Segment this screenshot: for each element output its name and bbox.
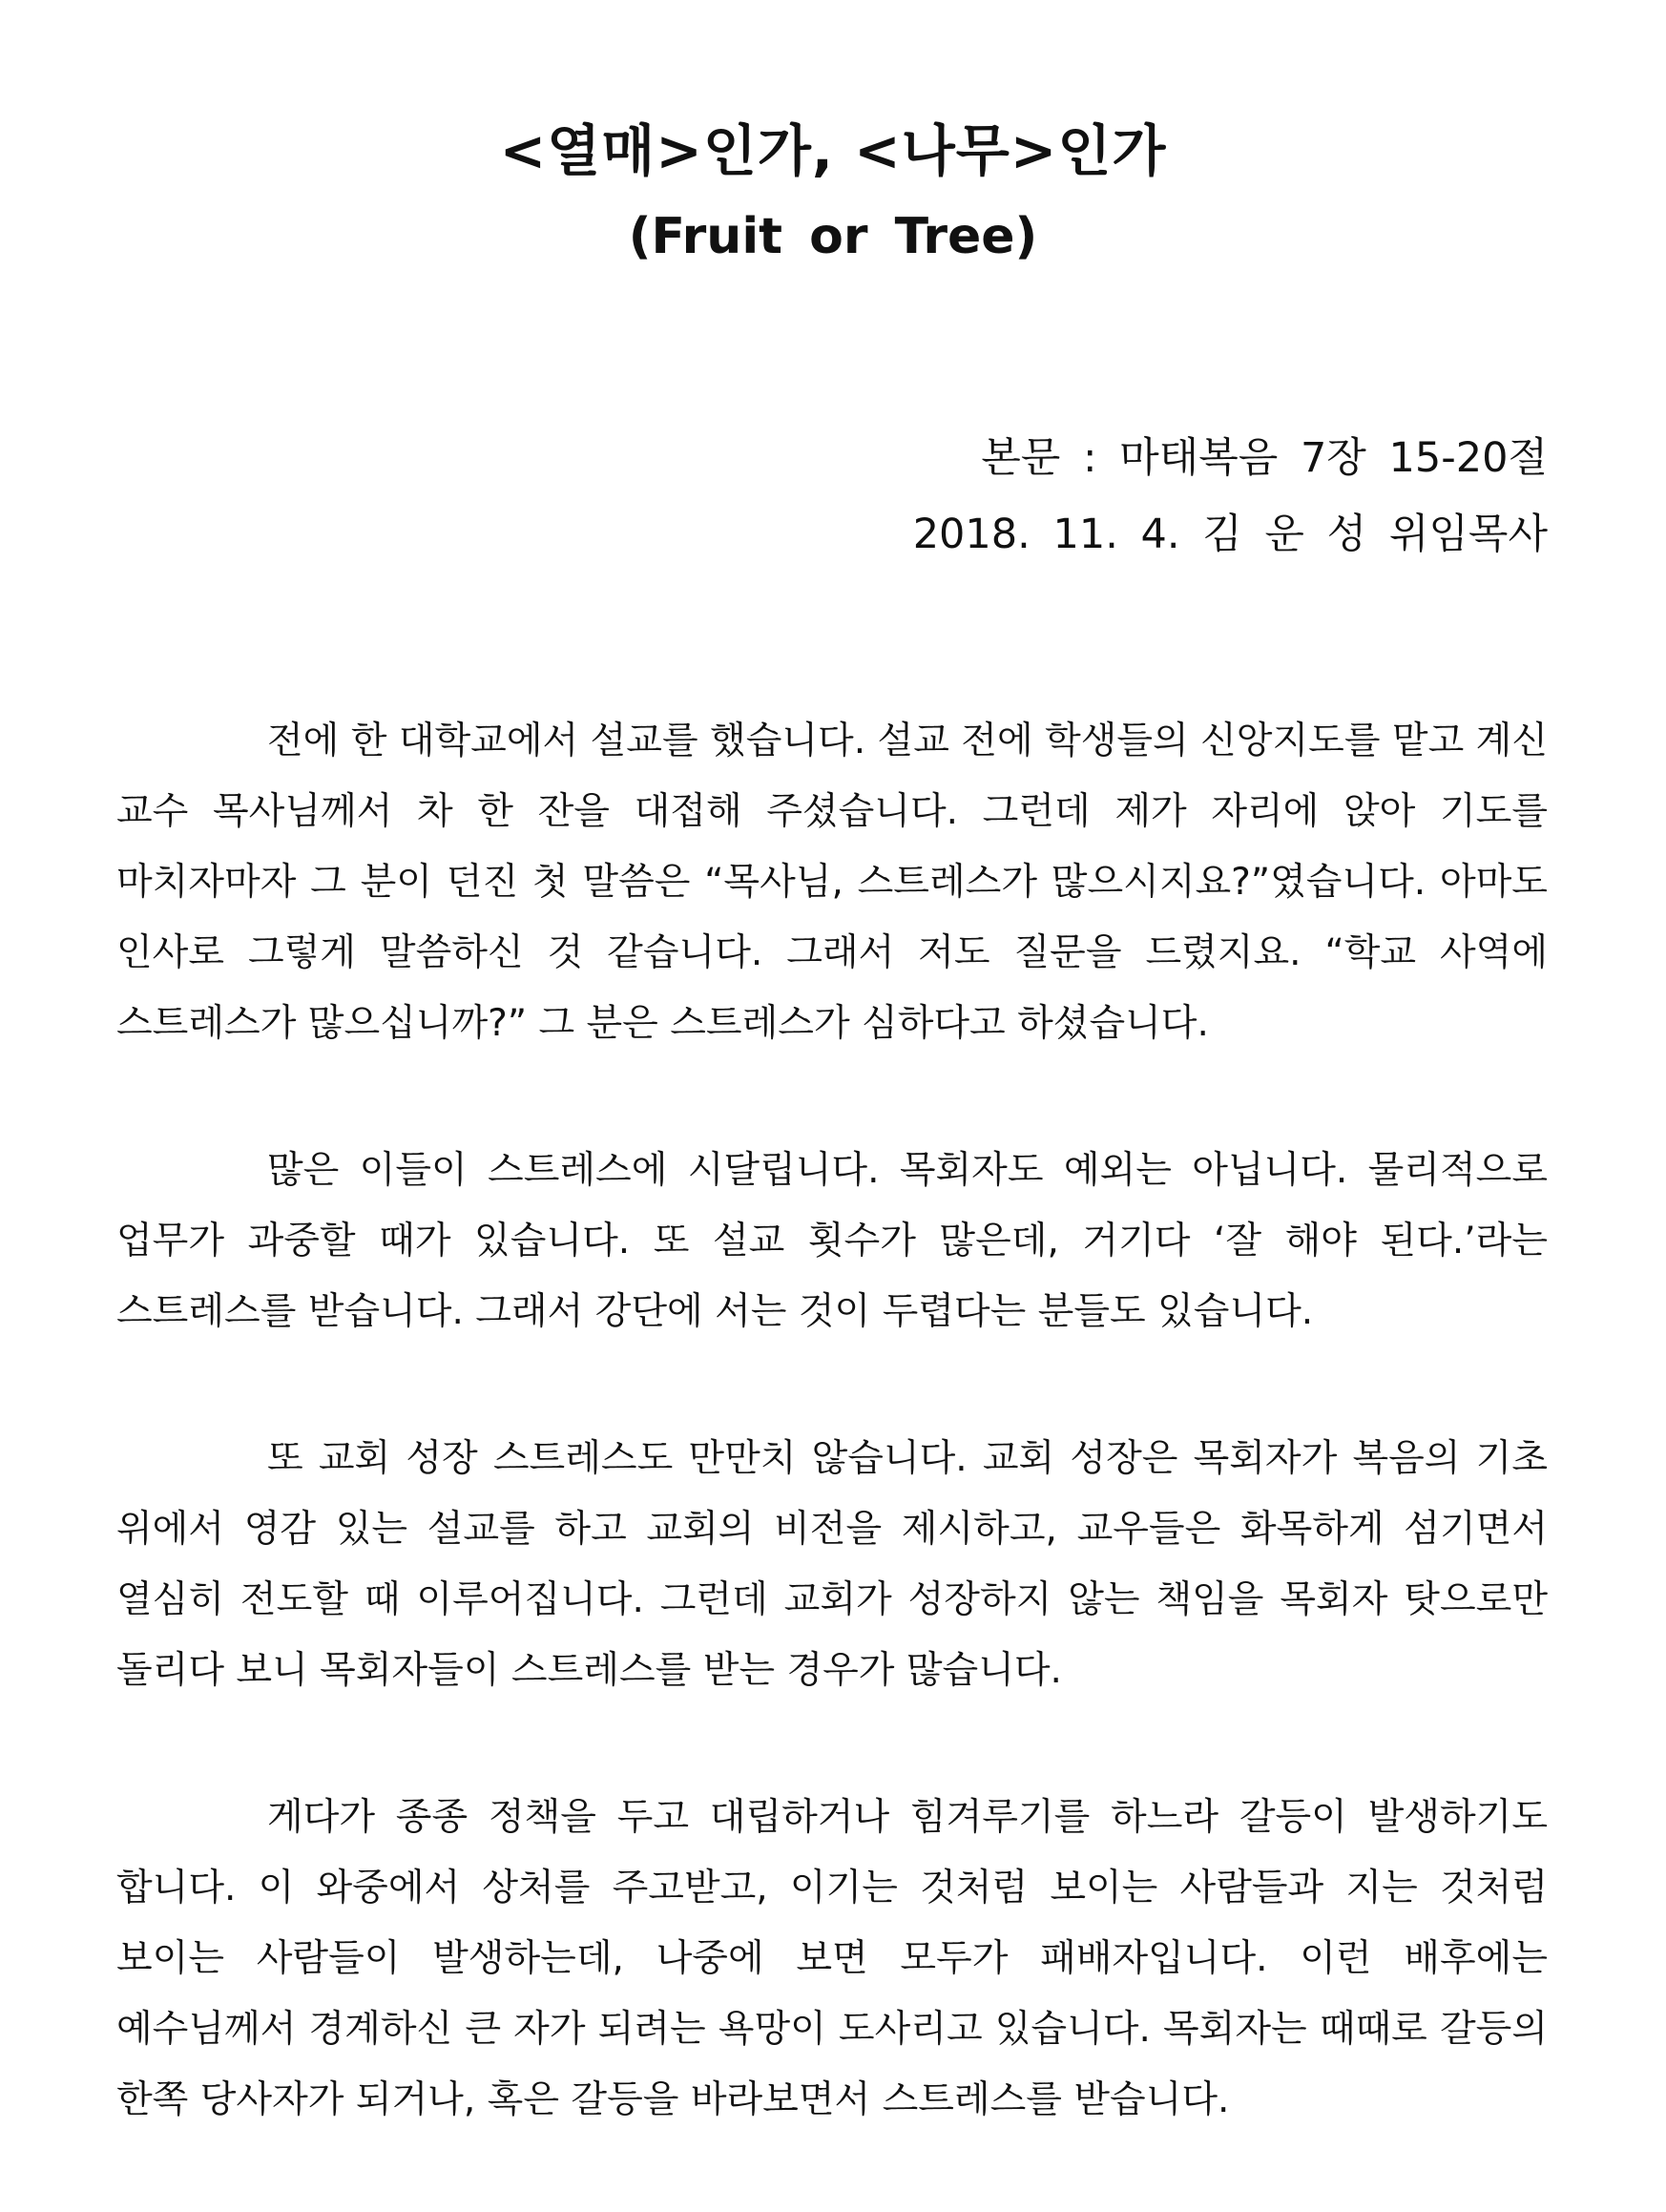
paragraph-1: 전에 한 대학교에서 설교를 했습니다. 설교 전에 학생들의 신앙지도를 맡고 계신 교수 목사님께서 차 한 잔을 대접해 주셨습니다. 그런데 제가 자리에 앉아 기도를 마치자마자 그 분이 던진 첫 말씀은 “목사님, 스트레스가 많으시지요?”였습니다. 아마도 인사로 그렇게 말씀하신 것 같습니다. 그래서 저도 질문을 드렸지요. “학교 사역에 스트레스가 많으십니까?” 그 분은 스트레스가 심하다고 하셨습니다. (116, 720, 1548, 1045)
date-and-author: 2018. 11. 4. 김 운 성 위임목사 (912, 511, 1548, 558)
paragraph-2: 많은 이들이 스트레스에 시달립니다. 목회자도 예외는 아닙니다. 물리적으로 업무가 과중할 때가 있습니다. 또 설교 횟수가 많은데, 거기다 ‘잘 해야 된다.’라는 스트레스를 받습니다. 그래서 강단에 서는 것이 두렵다는 분들도 있습니다. (116, 1149, 1548, 1333)
scripture-reference: 본문 : 마태복음 7장 15-20절 (981, 434, 1548, 482)
paragraph-4: 게다가 종종 정책을 두고 대립하거나 힘겨루기를 하느라 갈등이 발생하기도 합니다. 이 와중에서 상처를 주고받고, 이기는 것처럼 보이는 사람들과 지는 것처럼 보이는 사람들이 발생하는데, 나중에 보면 모두가 패배자입니다. 이런 배후에는 예수님께서 경계하신 큰 자가 되려는 욕망이 도사리고 있습니다. 목회자는 때때로 갈등의 한쪽 당사자가 되거나, 혹은 갈등을 바라보면서 스트레스를 받습니다. (116, 1796, 1548, 2121)
sermon-subtitle: (Fruit or Tree) (628, 208, 1038, 265)
sermon-body (116, 706, 1548, 2212)
sermon-title: <열매>인가, <나무>인가 (499, 118, 1167, 183)
paragraph-3: 또 교회 성장 스트레스도 만만치 않습니다. 교회 성장은 목회자가 복음의 기초 위에서 영감 있는 설교를 하고 교회의 비전을 제시하고, 교우들은 화목하게 섬기면서 열심히 전도할 때 이루어집니다. 그런데 교회가 성장하지 않는 책임을 목회자 탓으로만 돌리다 보니 목회자들이 스트레스를 받는 경우가 많습니다. (116, 1437, 1548, 1692)
